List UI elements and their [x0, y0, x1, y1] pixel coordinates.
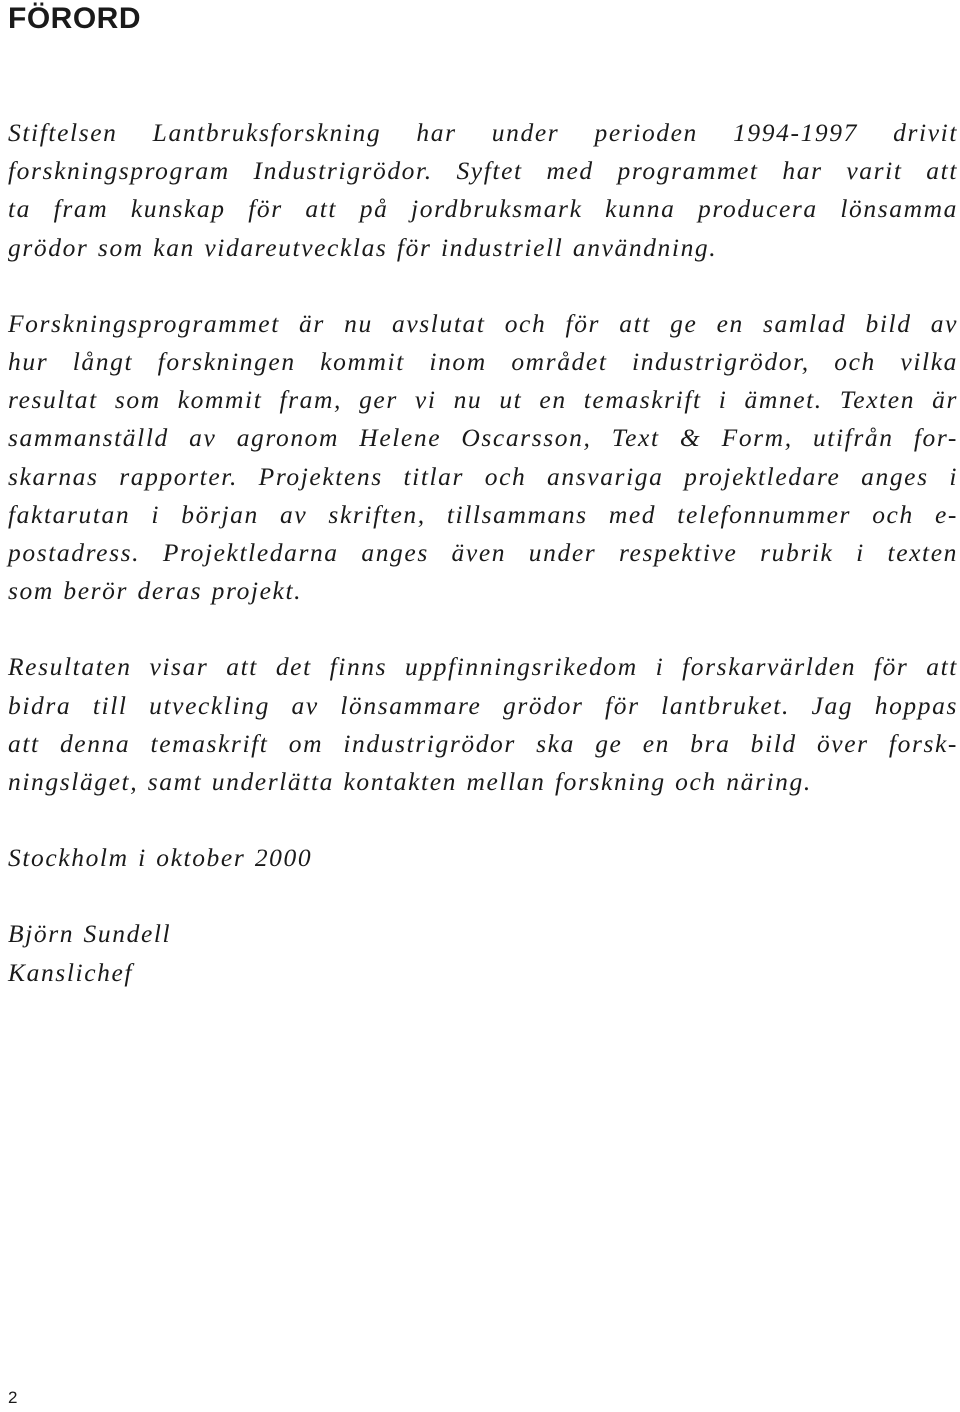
text-line: Forskningsprogrammet är nu avslutat och för att ge en samlad bild av	[8, 308, 958, 338]
text-line: Stiftelsen Lantbruksforskning har under perioden 1994-1997 drivit	[8, 118, 958, 147]
text-line: postadress. Projektledarna anges även under respektive rubrik i texten	[8, 538, 958, 568]
page-title: FÖRORD	[8, 2, 141, 35]
text-line: att denna temaskrift om industrigrödor ska ge en bra bild över forsk-	[8, 728, 958, 758]
place-date	[8, 839, 958, 877]
text-line: skarnas rapporter. Projektens titlar och ansvariga projektledare anges i	[8, 461, 958, 491]
text-line: resultat som kommit fram, ger vi nu ut en temaskrift i ämnet. Texten är	[8, 385, 958, 415]
place-date-text: Stockholm i oktober 2000	[8, 843, 313, 873]
text-line: som berör deras projekt.	[8, 576, 303, 606]
page-number: 2	[8, 1388, 18, 1407]
text-line: forskningsprogram Industrigrödor. Syftet med programmet har varit att	[8, 156, 958, 186]
paragraph-intro	[8, 114, 958, 267]
signature-block	[8, 915, 958, 991]
text-line: Resultaten visar att det finns uppfinningsrikedom i forskarvärlden för att	[8, 652, 958, 682]
paragraph-program	[8, 305, 958, 611]
signature-title: Kanslichef	[8, 957, 134, 987]
text-line: grödor som kan vidareutvecklas för industriell användning.	[8, 232, 718, 262]
signature-name: Björn Sundell	[8, 919, 172, 949]
foreword-body	[8, 114, 958, 992]
text-line: ningsläget, samt underlätta kontakten mellan forskning och näring.	[8, 767, 812, 797]
text-line: ta fram kunskap för att på jordbruksmark kunna producera lönsamma	[8, 194, 958, 224]
text-line: sammanställd av agronom Helene Oscarsson, Text & Form, utifrån for-	[8, 423, 958, 453]
text-line: faktarutan i början av skriften, tillsammans med telefonnummer och e-	[8, 499, 958, 529]
text-line: bidra till utveckling av lönsammare grödor för lantbruket. Jag hoppas	[8, 690, 958, 720]
paragraph-results	[8, 648, 958, 801]
text-line: hur långt forskningen kommit inom området industrigrödor, och vilka	[8, 347, 958, 377]
